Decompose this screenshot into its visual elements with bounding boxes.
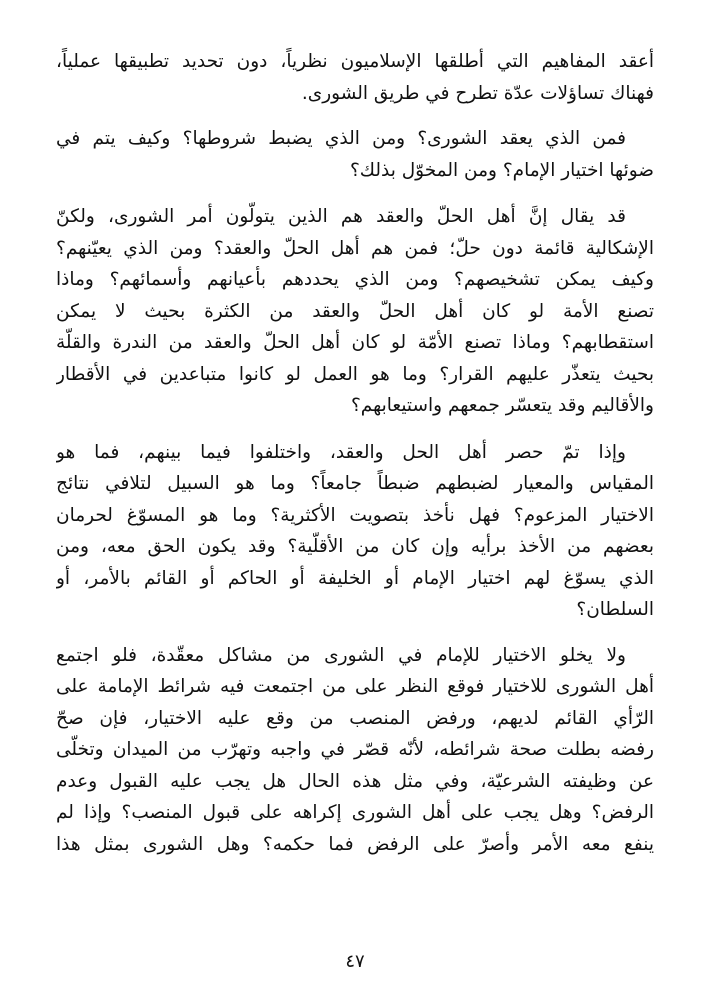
text-line: قد يقال إنَّ أهل الحلّ والعقد هم الذين يتولّون أمر الشورى، ولكنّ: [56, 206, 626, 227]
text-line: الذي يسوّغ لهم اختيار الإمام أو الخليفة أو الحاكم أو القائم بالأمر، أو: [56, 567, 654, 589]
text-line: تصنع الأمة لو كان أهل الحلّ والعقد من الكثرة بحيث لا يمكن: [56, 300, 654, 322]
paragraph-4: [56, 437, 654, 626]
text-line: المقياس والمعيار لضبطهم ضبطاً جامعاً؟ وما هو السبيل لتلافي نتائج: [56, 473, 654, 494]
paragraph-2: [56, 123, 654, 186]
text-line: أعقد المفاهيم التي أطلقها الإسلاميون نظرياً، دون تحديد تطبيقها عملياً،: [56, 51, 654, 72]
text-line: فهناك تساؤلات عدّة تطرح في طريق الشورى.: [301, 82, 654, 104]
text-line: ولا يخلو الاختيار للإمام في الشورى من مشاكل معقّدة، فلو اجتمع: [56, 644, 626, 666]
text-line: وإذا تمّ حصر أهل الحل والعقد، واختلفوا فيما بينهم، فما هو: [56, 441, 626, 463]
text-line: الإشكالية قائمة دون حلّ؛ فمن هم أهل الحلّ والعقد؟ ومن الذي يعيّنهم؟: [56, 237, 654, 259]
paragraph-3: [56, 201, 654, 422]
text-line: بعضهم من الأخذ برأيه وإن كان من الأقلّية؟ وقد يكون الحق معه، ومن: [56, 536, 654, 557]
text-line: استقطابهم؟ وماذا تصنع الأمّة لو كان أهل الحلّ والعقد من الندرة والقلّة: [56, 332, 654, 353]
text-line: أهل الشورى للاختيار فوقع النظر على من اجتمعت فيه شرائط الإمامة على: [56, 676, 654, 697]
text-line: ضوئها اختيار الإمام؟ ومن المخوّل بذلك؟: [349, 159, 654, 181]
body-text: [56, 46, 654, 860]
page-number: ٤٧: [345, 951, 365, 972]
text-line: وكيف يمكن تشخيصهم؟ ومن الذي يحددهم بأعيانهم وأسمائهم؟ وماذا: [56, 269, 654, 290]
text-line: السلطان؟: [576, 599, 654, 620]
text-line: الرّأي القائم لديهم، ورفض المنصب من وقع عليه الاختيار، فإن صحّ: [56, 707, 654, 729]
paragraph-5: [56, 640, 654, 861]
text-line: بحيث يتعذّر عليهم القرار؟ وما هو العمل لو كانوا متباعدين في الأقطار: [56, 363, 654, 385]
paragraph-spacing: [56, 626, 654, 640]
text-line: الرفض؟ وهل يجب على أهل الشورى إكراهه على قبول المنصب؟ وإذا لم: [56, 802, 654, 823]
text-line: رفضه بطلت صحة شرائطه، لأنّه قصّر في واجبه وتهرّب من الميدان وتخلّى: [56, 739, 654, 760]
paragraph-1: [56, 46, 654, 109]
text-line: فمن الذي يعقد الشورى؟ ومن الذي يضبط شروطها؟ وكيف يتم في: [56, 128, 626, 149]
paragraph-spacing: [56, 109, 654, 123]
text-line: ينفع معه الأمر وأصرّ على الرفض فما حكمه؟ وهل الشورى بمثل هذا: [56, 833, 654, 855]
paragraph-spacing: [56, 186, 654, 201]
text-line: عن وظيفته الشرعيّة، وفي مثل هذه الحال هل يجب عليه القبول وعدم: [56, 770, 654, 792]
text-line: والأقاليم وقد يتعسّر جمعهم واستيعابهم؟: [350, 395, 654, 416]
text-line: الاختيار المزعوم؟ فهل نأخذ بتصويت الأكثرية؟ وما هو المسوّغ لحرمان: [56, 504, 654, 526]
paragraph-spacing: [56, 422, 654, 437]
